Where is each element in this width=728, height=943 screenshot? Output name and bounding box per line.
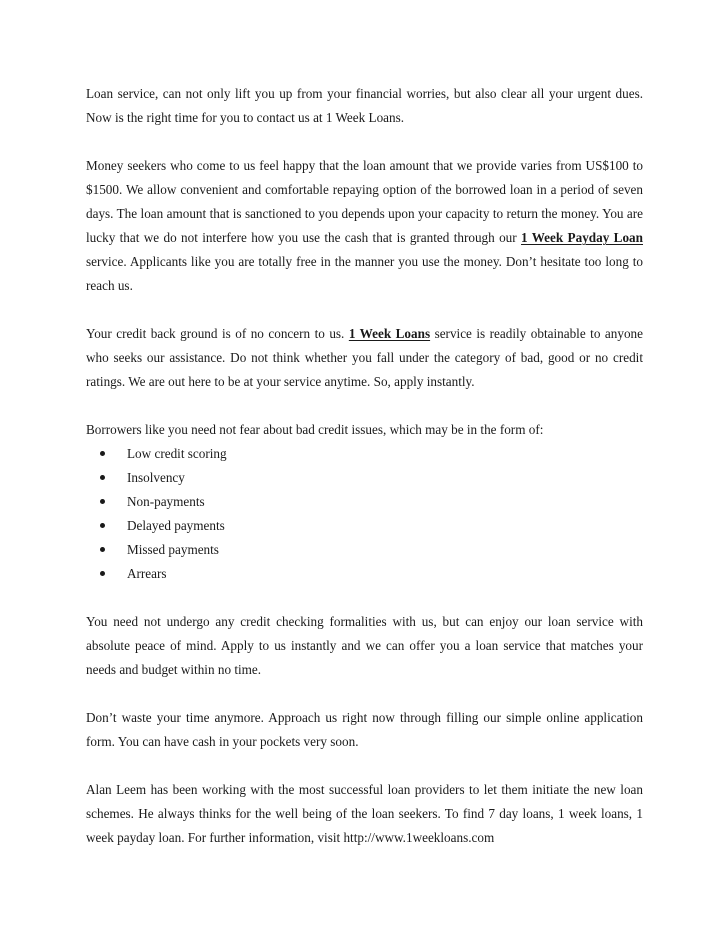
paragraph-intro: Loan service, can not only lift you up from your financial worries, but also clear all your urgent dues. Now is the right time for you to contact us at 1 Week Loans. xyxy=(86,86,643,125)
paragraph-call-to-action: Don’t waste your time anymore. Approach us right now through filling our simple online application form. You can have cash in your pockets very soon. xyxy=(86,710,643,749)
paragraph-text: service. Applicants like you are totally free in the manner you use the money. Don’t hesitate too long to reach us. xyxy=(86,254,643,293)
bullet-icon xyxy=(100,523,105,528)
paragraph-author: Alan Leem has been working with the most successful loan providers to let them initiate the new loan schemes. He always thinks for the well being of the loan seekers. To find 7 day loans, 1 week loans, 1 week payday loan. For further information, visit http://www.1weekloans.com xyxy=(86,782,643,845)
list-item xyxy=(86,442,643,466)
paragraph-no-checking: You need not undergo any credit checking formalities with us, but can enjoy our loan service with absolute peace of mind. Apply to us instantly and we can offer you a loan service that matches your needs and budget within no time. xyxy=(86,614,643,677)
paragraph-text: Your credit back ground is of no concern to us. xyxy=(86,326,349,341)
paragraph-text: Money seekers who come to us feel happy that the loan amount that we provide varies from US$100 to $1500. We allow convenient and comfortable repaying option of the borrowed loan in a period of seven days. The loan amount that is sanctioned to you depends upon your capacity to return the money. You are lucky that we do not interfere how you use the cash that is granted through our xyxy=(86,158,643,245)
payday-loan-link[interactable]: 1 Week Payday Loan xyxy=(521,230,643,245)
week-loans-link[interactable]: 1 Week Loans xyxy=(348,326,431,341)
list-item xyxy=(86,562,643,586)
list-item-label: Missed payments xyxy=(127,542,219,557)
bullet-icon xyxy=(100,475,105,480)
paragraph-credit xyxy=(86,322,643,394)
list-item xyxy=(86,538,643,562)
list-item-label: Insolvency xyxy=(127,470,185,485)
bullet-icon xyxy=(100,547,105,552)
list-item-label: Delayed payments xyxy=(127,518,225,533)
credit-issues-list xyxy=(86,442,643,586)
paragraph-text: service is readily obtainable to anyone who seeks our assistance. Do not think whether you fall under the category of bad, good or no credit ratings. We are out here to be at your service anytime. So, apply instantly. xyxy=(86,326,643,389)
paragraph-loan-amount xyxy=(86,154,643,298)
list-item-label: Non-payments xyxy=(127,494,205,509)
list-item xyxy=(86,514,643,538)
bullet-icon xyxy=(100,451,105,456)
bullet-icon xyxy=(100,499,105,504)
list-item-label: Arrears xyxy=(127,566,167,581)
list-item xyxy=(86,490,643,514)
bullet-icon xyxy=(100,571,105,576)
list-item xyxy=(86,466,643,490)
document-page xyxy=(86,82,643,874)
paragraph-borrowers: Borrowers like you need not fear about bad credit issues, which may be in the form of: xyxy=(86,422,544,437)
list-item-label: Low credit scoring xyxy=(127,446,227,461)
